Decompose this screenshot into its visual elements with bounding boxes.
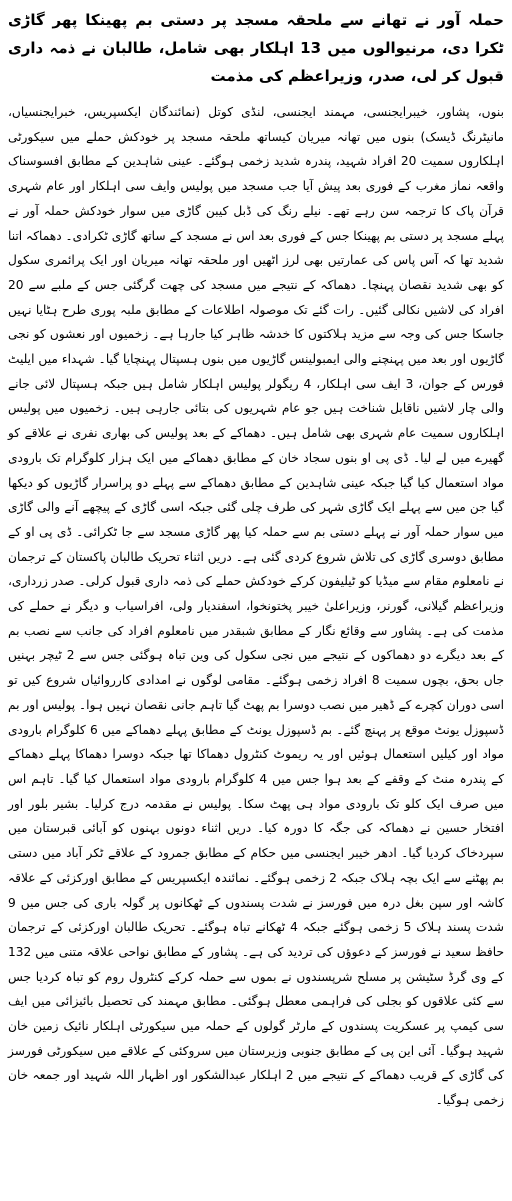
article-body: بنوں، پشاور، خیبرایجنسی، مہمند ایجنسی، لنڈی کوتل (نمائندگان ایکسپریس، خبرایجنسیاں، مانیٹرنگ ڈیسک) بنوں میں تھانہ میریان کیساتھ ملحقہ مسجد پر خودکش حملے میں سیکورٹی اہلکاروں سمیت 20 افراد شہید، پندرہ شدید زخمی ہوگئے۔ عینی شاہدین کے مطابق افسوسناک واقعہ نماز مغرب کے فوری بعد پیش آیا جب مسجد میں پولیس وایف سی اہلکار اور عام شہری قرآن پاک کا ترجمہ سن رہے تھے۔ نیلے رنگ کی ڈبل کیبن گاڑی میں سوار خودکش حملہ آور نے پہلے مسجد پر دستی بم پھینکا جس کے فوری بعد اس نے مسجد کے ساتھ گاڑی ٹکرادی۔ دھماکہ اتنا شدید تھا کہ آس پاس کی عمارتیں بھی لرز اٹھیں اور ملحقہ تھانہ میریان اور ایک پرائمری سکول کو بھی شدید نقصان پہنچا۔ دھماکہ کے نتیجے میں مسجد کی چھت گرگئی جس کے ملبے سے 20 افراد کی لاشیں نکالی گئیں۔ رات گئے تک موصولہ اطلاعات کے مطابق ملبہ پوری طرح ہٹایا نہیں جاسکا جس کی وجہ سے مزید ہلاکتوں کا خدشہ ظاہر کیا جارہا ہے۔ زخمیوں اور نعشوں کو نجی گاڑیوں اور بعد میں پہنچنے والی ایمبولینس گاڑیوں میں بنوں ہسپتال پہنچایا گیا۔ شہداء میں ایلیٹ فورس کے جوان، 3 ایف سی اہلکار، 4 ریگولر پولیس اہلکار شامل ہیں جبکہ ہسپتال لائی جانے والی چار لاشیں ناقابل شناخت ہیں جو عام شہریوں کی بتائی جارہی ہیں۔ زخمیوں میں پولیس اہلکاروں سمیت عام شہری بھی شامل ہیں۔ دھماکے کے بعد پولیس کی بھاری نفری نے علاقے کو گھیرے میں لے لیا۔ ڈی پی او بنوں سجاد خان کے مطابق دھماکے میں ایک ہزار کلوگرام تک بارودی مواد استعمال کیا گیا جبکہ عینی شاہدین کے مطابق دھماکے سے پہلے دو پراسرار گاڑیوں کو دیکھا گیا جن میں سے پہلے ایک گاڑی شہر کی طرف چلی گئی جبکہ اسی گاڑی کے پیچھے آنے والی گاڑی میں سوار حملہ آور نے پہلے دستی بم سے حملہ کیا پھر گاڑی مسجد سے جا ٹکرائی۔ ڈی پی او کے مطابق دوسری گاڑی کی تلاش شروع کردی گئی ہے۔ دریں اثناء تحریک طالبان پاکستان کے ترجمان نے نامعلوم مقام سے میڈیا کو ٹیلیفون کرکے خودکش حملے کی ذمہ داری قبول کرلی۔ صدر زرداری، وزیراعظم گیلانی، گورنر، وزیراعلیٰ خیبر پختونخوا، اسفندیار ولی، افراسیاب و دیگر نے حملے کی مذمت کی ہے۔ پشاور سے وقائع نگار کے مطابق شبقدر میں نامعلوم افراد کی جانب سے نصب بم کے بعد دیگرے دو دھماکوں کے نتیجے میں نجی سکول کی وین تباہ ہوگئی جس سے 2 ٹیچر بہنیں جاں بحق، بچوں سمیت 8 افراد زخمی ہوگئے۔ مقامی لوگوں نے امدادی کارروائیاں شروع کیں تو اسی دوران کچرے کے ڈھیر میں نصب دوسرا بم پھٹ گیا تاہم جانی نقصان نہیں ہوا۔ پولیس اور بم ڈسپوزل یونٹ موقع پر پہنچ گئے۔ بم ڈسپوزل یونٹ کے مطابق پہلے دھماکے میں 6 کلوگرام بارودی مواد اور کیلیں استعمال ہوئیں اور یہ ریموٹ کنٹرول دھماکا تھا جبکہ دوسرا دھماکا پہلے دھماکے کے پندرہ منٹ کے وقفے کے بعد ہوا جس میں 4 کلوگرام بارودی مواد استعمال کیا گیا۔ تاہم اس میں صرف ایک کلو تک بارودی مواد ہی پھٹ سکا۔ پولیس نے مقدمہ درج کرلیا۔ بشیر بلور اور افتخار حسین نے دھماکہ کی جگہ کا دورہ کیا۔ دریں اثناء دونوں بہنوں کو آبائی قبرستان میں سپردخاک کردیا گیا۔ ادھر خیبر ایجنسی میں حکام کے مطابق جمرود کے علاقے ٹکر آباد میں دستی بم پھٹنے سے ایک بچہ ہلاک جبکہ 2 زخمی ہوگئے۔ نمائندہ ایکسپریس کے مطابق اورکزئی کے علاقہ کاشہ اور سپن بغل درہ میں فورسز نے شدت پسندوں کے ٹھکانوں پر گولہ باری کی جس میں 9 شدت پسند ہلاک 5 زخمی ہوگئے جبکہ 4 ٹھکانے تباہ ہوگئے۔ تحریک طالبان اورکزئی کے ترجمان حافظ سعید نے فورسز کے دعوؤں کی تردید کی ہے۔ پشاور کے مطابق نواحی علاقہ متنی میں 132 کے وی گرڈ سٹیشن پر مسلح شرپسندوں نے بموں سے حملہ کرکے کنٹرول روم کو تباہ کردیا جس سے کئی علاقوں کو بجلی کی فراہمی معطل ہوگئی۔ مطابق مہمند کی تحصیل بائیزائی میں ایف سی کیمپ پر عسکریت پسندوں کے مارٹر گولوں کے حملہ میں سیکورٹی اہلکار نائیک زمین خان شہید ہوگیا۔ آئی این پی کے مطابق جنوبی وزیرستان میں سروکئی کے علاقے میں سیکورٹی فورسز کی گاڑی کے قریب دھماکے کے نتیجے میں 2 اہلکار عبدالشکور اور اظہار اللہ شہید اور جمعہ خان زخمی ہوگیا۔ (8, 105, 505, 1108)
article-headline: حملہ آور نے تھانے سے ملحقہ مسجد پر دستی بم پھینکا پھر گاڑی ٹکرا دی، مرنیوالوں میں 13 اہلکار بھی شامل، طالبان نے ذمہ داری قبول کر لی، صدر، وزیراعظم کی مذمت (8, 11, 504, 85)
